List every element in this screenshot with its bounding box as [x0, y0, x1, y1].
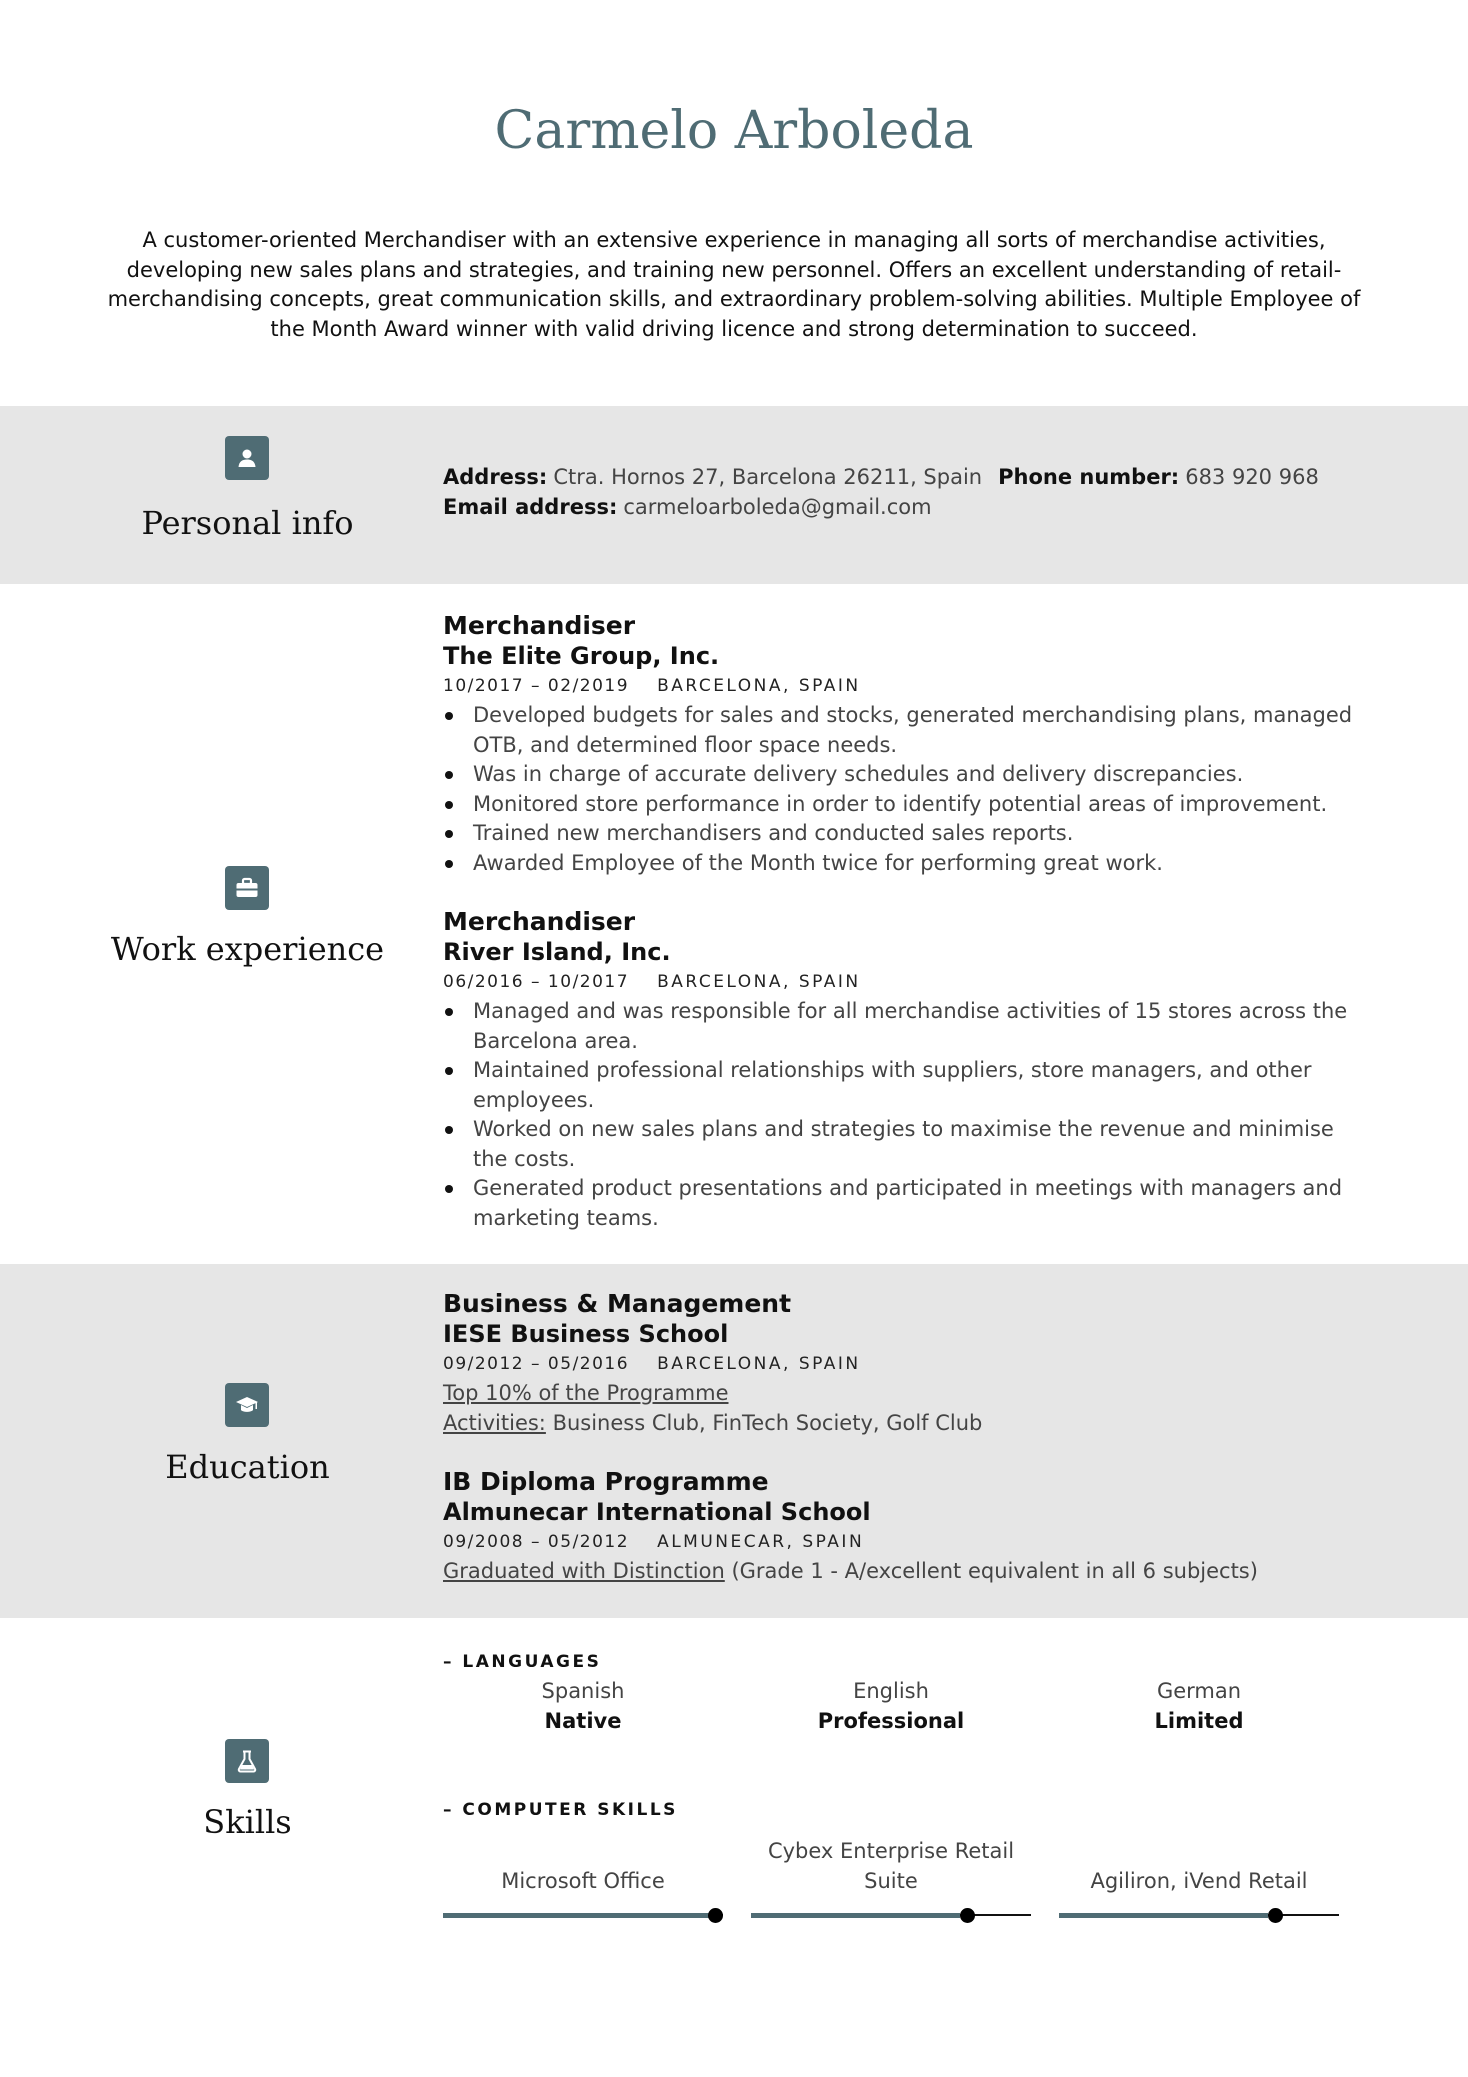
- language-item: [443, 1676, 723, 1736]
- flask-icon: [225, 1739, 269, 1783]
- job-title: Merchandiser: [443, 611, 636, 640]
- job-company: River Island, Inc.: [443, 938, 671, 966]
- list-item: Monitored store performance in order to identify potential areas of improvement.: [443, 790, 1373, 820]
- education-location: ALMUNECAR, SPAIN: [657, 1532, 865, 1552]
- language-item: [1059, 1676, 1339, 1736]
- language-item: [751, 1676, 1031, 1736]
- person-icon: [225, 436, 269, 480]
- job-company: The Elite Group, Inc.: [443, 642, 720, 670]
- personal-info-content: [443, 462, 1373, 522]
- language-name: English: [853, 1679, 929, 1703]
- activities-label: Activities:: [443, 1410, 546, 1435]
- school: IESE Business School: [443, 1320, 729, 1348]
- education-dates: 09/2012 – 05/2016: [443, 1354, 630, 1374]
- skill-level-dot: [708, 1908, 723, 1923]
- section-title-education: Education: [165, 1448, 330, 1486]
- list-item: Generated product presentations and participated in meetings with managers and marketing teams.: [443, 1174, 1373, 1233]
- skill-level-bar: [1059, 1908, 1339, 1922]
- job-location: BARCELONA, SPAIN: [657, 676, 861, 696]
- phone-value: 683 920 968: [1185, 465, 1319, 489]
- job-dates: 10/2017 – 02/2019: [443, 676, 630, 696]
- computer-skill-name: Microsoft Office: [501, 1869, 665, 1893]
- skill-level-dot: [1268, 1908, 1283, 1923]
- list-item: Was in charge of accurate delivery schedules and delivery discrepancies.: [443, 760, 1373, 790]
- list-item: Worked on new sales plans and strategies to maximise the revenue and minimise the costs.: [443, 1115, 1373, 1174]
- honor: Graduated with Distinction: [443, 1559, 725, 1583]
- computer-skill-item: [443, 1824, 723, 1922]
- skill-level-dot: [960, 1908, 975, 1923]
- section-title-skills: Skills: [203, 1803, 292, 1841]
- computer-skills-heading: – COMPUTER SKILLS: [443, 1800, 678, 1820]
- phone-label: Phone number:: [998, 465, 1180, 489]
- job-1: [443, 610, 1373, 878]
- job-bullets: [443, 701, 1373, 878]
- candidate-name: Carmelo Arboleda: [494, 101, 974, 161]
- job-meta: [443, 671, 1373, 701]
- email-value: carmeloarboleda@gmail.com: [623, 495, 932, 519]
- honor: Top 10% of the Programme: [443, 1381, 729, 1405]
- skill-bar-fill: [751, 1913, 960, 1918]
- computer-skill-item: [751, 1824, 1031, 1922]
- computer-skill-item: [1059, 1824, 1339, 1922]
- job-meta: [443, 967, 1373, 997]
- email-label: Email address:: [443, 495, 618, 519]
- job-location: BARCELONA, SPAIN: [657, 972, 861, 992]
- computer-skill-name: Cybex Enterprise Retail Suite: [767, 1839, 1015, 1893]
- email-line: [443, 492, 1373, 522]
- list-item: Developed budgets for sales and stocks, generated merchandising plans, managed OTB, and determined floor space needs.: [443, 701, 1373, 760]
- graduation-cap-icon: [225, 1383, 269, 1427]
- personal-info-section: [0, 406, 1468, 584]
- activities-line: [443, 1409, 1373, 1439]
- list-item: Managed and was responsible for all merchandise activities of 15 stores across the Barcelona area.: [443, 997, 1373, 1056]
- skill-bar-fill: [443, 1913, 716, 1918]
- skill-bar-fill: [1059, 1913, 1268, 1918]
- education-1: [443, 1288, 1373, 1438]
- degree: IB Diploma Programme: [443, 1467, 769, 1496]
- language-level: Native: [544, 1709, 622, 1733]
- section-title-personal: Personal info: [141, 504, 354, 542]
- job-2: [443, 906, 1373, 1233]
- address-line: [443, 462, 1373, 492]
- list-item: Maintained professional relationships with suppliers, store managers, and other employees.: [443, 1056, 1373, 1115]
- skills-section: [0, 1618, 1468, 1918]
- language-name: German: [1156, 1679, 1242, 1703]
- education-dates: 09/2008 – 05/2012: [443, 1532, 630, 1552]
- summary: A customer-oriented Merchandiser with an extensive experience in managing all sorts of merchandise activities, developing new sales plans and strategies, and training new personnel. Offers an excellent understanding of retail-merchandising concepts, great communication skills, and extraordinary problem-solving abilities. Multiple Employee of the Month Award winner with valid driving licence and strong determination to succeed.: [107, 228, 1361, 341]
- education-section: [0, 1264, 1468, 1618]
- honor-line: [443, 1379, 1373, 1409]
- list-item: Awarded Employee of the Month twice for performing great work.: [443, 849, 1373, 879]
- job-bullets: [443, 997, 1373, 1233]
- section-title-work: Work experience: [110, 930, 385, 968]
- honor-line: [443, 1557, 1373, 1587]
- honor-note: (Grade 1 - A/excellent equivalent in all 6 subjects): [724, 1559, 1258, 1583]
- job-title: Merchandiser: [443, 907, 636, 936]
- skill-level-bar: [751, 1908, 1031, 1922]
- briefcase-icon: [225, 866, 269, 910]
- activities: Business Club, FinTech Society, Golf Club: [545, 1410, 983, 1435]
- school: Almunecar International School: [443, 1498, 871, 1526]
- computer-skill-name: Agiliron, iVend Retail: [1090, 1869, 1308, 1893]
- skill-level-bar: [443, 1908, 723, 1922]
- work-experience-section: [0, 584, 1468, 1264]
- language-level: Professional: [817, 1709, 965, 1733]
- address-value: Ctra. Hornos 27, Barcelona 26211, Spain: [553, 465, 983, 489]
- languages-heading: – LANGUAGES: [443, 1652, 602, 1672]
- address-label: Address:: [443, 465, 548, 489]
- job-dates: 06/2016 – 10/2017: [443, 972, 630, 992]
- language-level: Limited: [1154, 1709, 1244, 1733]
- language-name: Spanish: [541, 1679, 625, 1703]
- education-meta: [443, 1349, 1373, 1379]
- education-2: [443, 1466, 1373, 1587]
- degree: Business & Management: [443, 1289, 792, 1318]
- education-location: BARCELONA, SPAIN: [657, 1354, 861, 1374]
- list-item: Trained new merchandisers and conducted sales reports.: [443, 819, 1373, 849]
- education-meta: [443, 1527, 1373, 1557]
